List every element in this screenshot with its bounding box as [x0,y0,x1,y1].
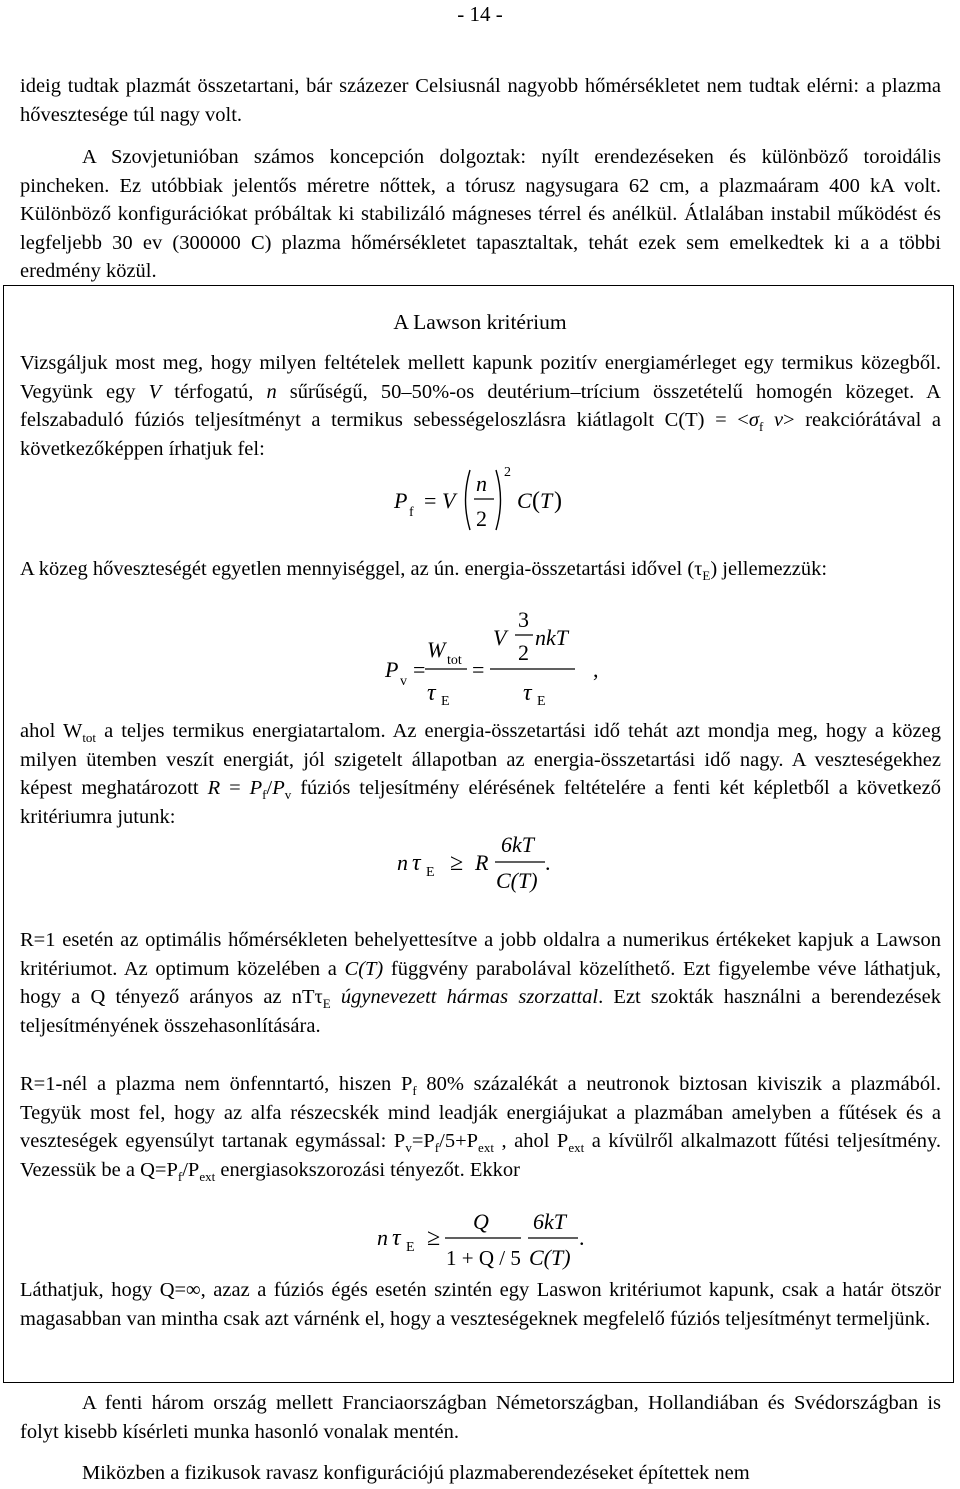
box-paragraph-2: A közeg hőveszteségét egyetlen mennyiséggel, az ún. energia-összetartási idővel $(\tau_E)$ jellemezzük: [20,558,828,584]
svg-text:(: ( [532,488,540,514]
equation-fusion-power [380,462,580,542]
svg-text:τ: τ [427,680,436,706]
svg-text:E: E [426,865,435,880]
svg-text:P: P [385,657,399,682]
svg-text:nkT: nkT [535,625,568,650]
svg-text:P: P [394,488,408,513]
paragraph-4: Miközben a fizikusok ravasz konfigurációjú plazmaberendezéseket építettek nem [82,1462,750,1484]
svg-text:τ: τ [523,680,532,706]
svg-text:C: C [517,488,532,513]
box-paragraph-5: R=1-nél a plazma nem önfenntartó, hiszen $P_f$ 80% százalékát a neutronok biztosan kiviszik a plazmából. Tegyük most fel, hogy az alfa részecskék mind leadják energiájukat a plazmában amelyben a fűtések és a veszteségek egyensúlyt tartanak egymással: $P_v=P_f/5+P_{ext}$ , ahol $P_{ext}$ a kívülről alkalmazott fűtési teljesítmény. Vezessük be a $Q=P_f/P_{ext}$ energiasokszorozási tényezőt. Ekkor [20,1073,942,1184]
svg-text:=: = [424,488,437,513]
svg-text:=: = [472,657,485,682]
paragraph-2: A Szovjetunióban számos koncepción dolgoztak: nyílt erendezéseken és különböző toroidális pincheken. Ez utóbbiak jelentős méretre nőttek, a tórusz nagysugara 62 cm, a plazmaáram 400 kA volt. Különböző konfigurációkat próbáltak ki stabilizáló mágneses térrel és anélkül. Átlalában instabil működést és legfeljebb 30 ev (300000 C) plazma hőmérsékletet tapasztaltak, tehát ezek sem emelkedtek ki a a többi eredmény közül. [20,146,941,283]
svg-text:V: V [493,625,507,650]
svg-text:3: 3 [518,607,529,632]
equation-loss-power [375,605,635,709]
svg-text:n: n [397,850,408,875]
svg-text:≥: ≥ [427,1225,441,1251]
svg-text:T: T [540,488,553,513]
svg-text:τ: τ [412,850,421,876]
svg-text:E: E [537,694,546,709]
svg-text:E: E [441,694,450,709]
svg-text:2: 2 [504,465,511,480]
svg-text:W: W [427,637,446,662]
svg-text:V: V [442,488,456,513]
box-title: A Lawson kritérium [393,310,567,334]
svg-text:): ) [554,488,562,514]
svg-text:1 + Q / 5: 1 + Q / 5 [446,1246,521,1270]
paragraph-1: ideig tudtak plazmát összetartani, bár százezer Celsiusnál nagyobb hőmérsékletet nem tudtak elérni: a plazma hővesztesége túl nagy volt. [20,75,941,126]
page-number: - 14 - [457,2,503,26]
svg-text:R: R [475,850,489,875]
svg-text:≥: ≥ [450,850,464,876]
box-paragraph-3: ahol $W_{tot}$ a teljes termikus energiatartalom. Az energia-összetartási idő tehát azt mondja meg, hogy a közeg milyen ütemben veszít energiát, jól szigetelt állapotban az energia-összetartási idő nagy. A veszteségekhez képest meghatározott $R = P_f/P_v$ fúziós teljesítmény elérésének feltételére a fenti két képletből a következő kritériumra jutunk: [20,720,942,828]
equation-q-criterion [375,1205,615,1277]
svg-text:v: v [400,674,407,689]
svg-text:2: 2 [518,640,529,665]
equation-lawson-criterion [395,828,575,900]
svg-text:.: . [545,850,551,875]
svg-text:6kT: 6kT [533,1209,566,1234]
svg-text:6kT: 6kT [501,832,534,857]
svg-text:C(T): C(T) [496,868,538,893]
svg-text:.: . [579,1225,585,1250]
svg-text:Q: Q [473,1209,489,1234]
box-paragraph-1: Vizsgáljuk most meg, hogy milyen feltételek mellett kapunk pozitív energiamérleget egy termikus közegből. Vegyünk egy V térfogatú, n sűrűségű, 50–50%-os deutérium–trícium összetételű homogén közeget. A felszabaduló fúziós teljesítményt a termikus sebességeloszlásra kiátlagolt $C(T) = <\sigma_f$ v> reakciórátával a következőképpen írhatjuk fel: [20,352,942,460]
svg-text:n: n [377,1225,388,1250]
svg-text:C(T): C(T) [529,1245,571,1270]
svg-text:f: f [409,505,414,520]
svg-text:2: 2 [476,506,487,531]
box-paragraph-4: R=1 esetén az optimális hőmérsékleten behelyettesítve a jobb oldalra a numerikus értékeket kapjuk a Lawson kritériumot. Az optimum közelében a C(T) függvény parabolával közelíthető. Ezt figyelembe véve láthatjuk, hogy a Q tényező arányos az nTτ$_E$ úgynevezett hármas szorzattal. Ezt szokták használni a berendezések teljesítményének összehasonlítására. [20,929,942,1037]
svg-text:=: = [413,657,426,682]
svg-text:tot: tot [447,653,462,668]
svg-text:n: n [476,471,487,496]
svg-text:,: , [593,657,599,682]
svg-text:τ: τ [392,1225,401,1251]
paragraph-3: A fenti három ország mellett Franciaországban Németországban, Hollandiában és Svédországban is folyt kisebb kísérleti munka hasonló vonalak mentén. [20,1392,941,1443]
svg-text:E: E [406,1240,415,1255]
box-paragraph-6: Láthatjuk, hogy Q=∞, azaz a fúziós égés esetén szintén egy Laswon kritériumot kapunk, csak a határ ötször magasabban van mintha csak azt várnénk el, hogy a veszteségeknek megfelelő fúziós teljesítményt termeljünk. [20,1279,941,1330]
